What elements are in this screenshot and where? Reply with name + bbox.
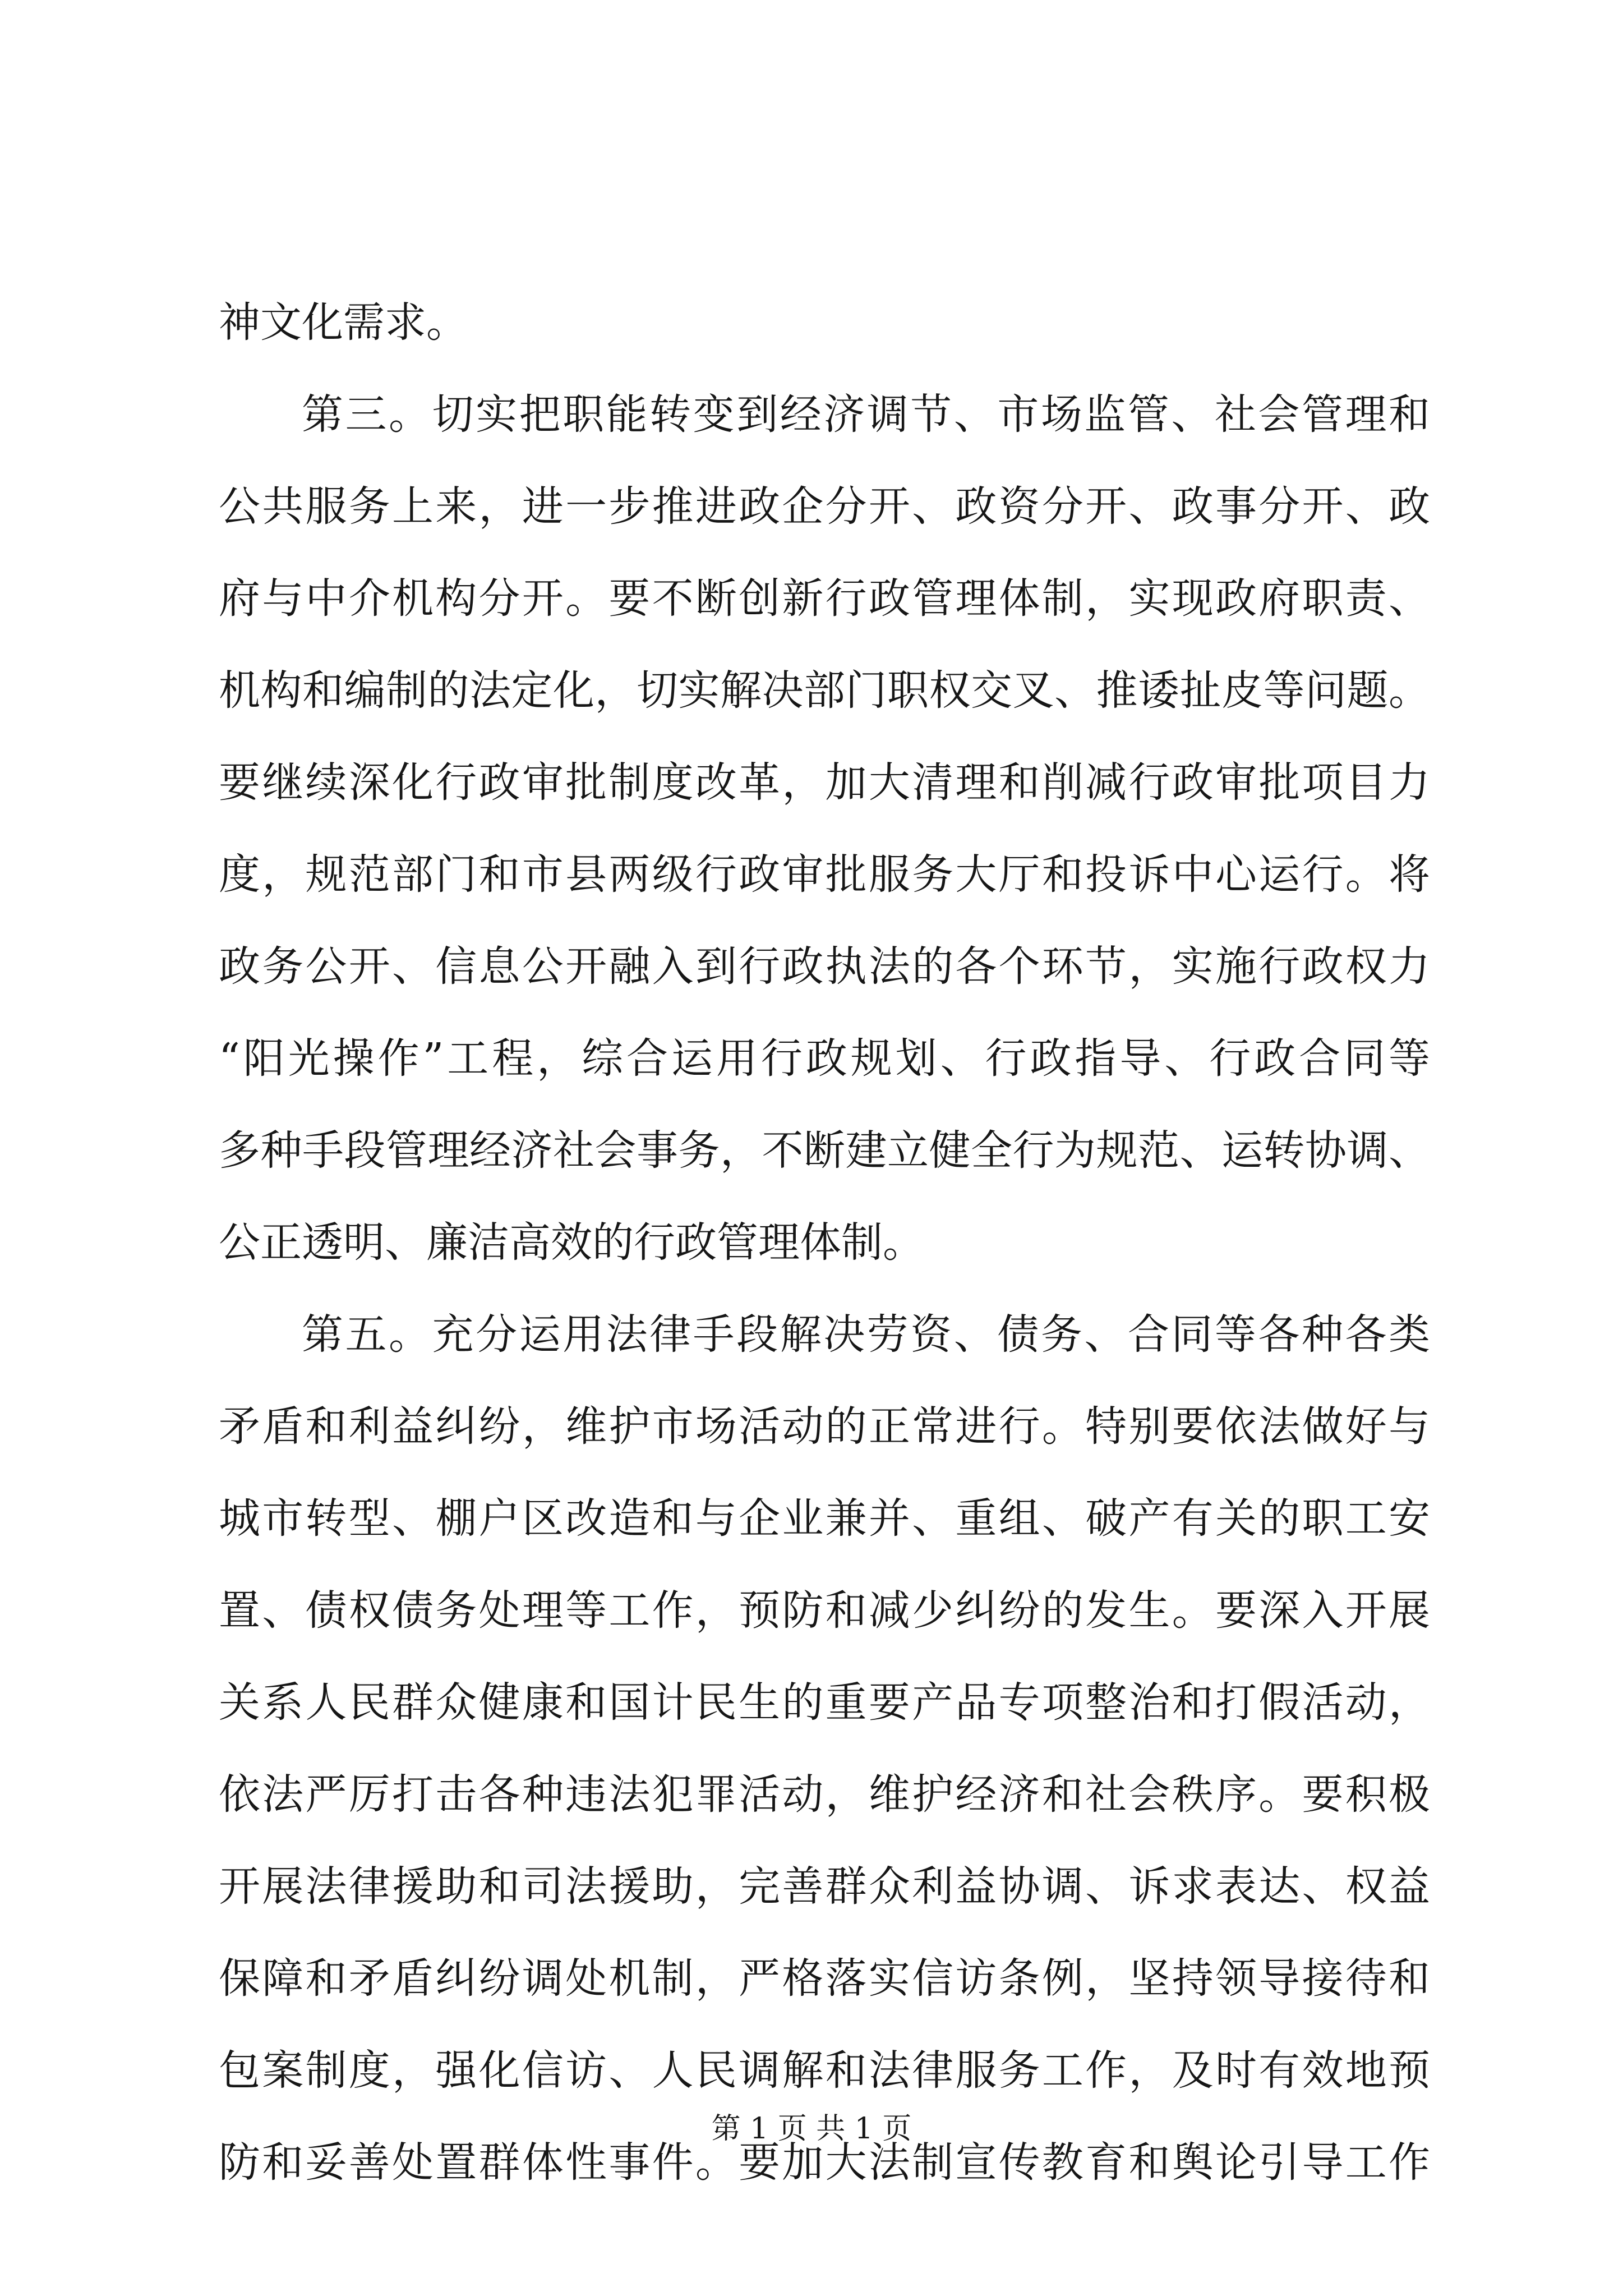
- text-line: 依法严厉打击各种违法犯罪活动，维护经济和社会秩序。要积极: [219, 1770, 1430, 1819]
- text-line: 矛盾和利益纠纷，维护市场活动的正常进行。特别要依法做好与: [219, 1402, 1430, 1451]
- text-line: 要继续深化行政审批制度改革，加大清理和削减行政审批项目力: [219, 758, 1430, 807]
- page-number: 第 1 页 共 1 页: [711, 2112, 912, 2146]
- document-body: [219, 277, 1430, 2208]
- text-line: 关系人民群众健康和国计民生的重要产品专项整治和打假活动，: [219, 1678, 1430, 1727]
- page-footer: [0, 2109, 1623, 2148]
- paragraph-first-line: 第五。充分运用法律手段解决劳资、债务、合同等各种各类: [302, 1310, 1430, 1359]
- text-line: 防和妥善处置群体性事件。要加大法制宣传教育和舆论引导工作: [219, 2138, 1430, 2187]
- text-line: 政务公开、信息公开融入到行政执法的各个环节，实施行政权力: [219, 942, 1430, 991]
- text-line: 包案制度，强化信访、人民调解和法律服务工作，及时有效地预: [219, 2046, 1430, 2095]
- text-line: 城市转型、棚户区改造和与企业兼并、重组、破产有关的职工安: [219, 1494, 1430, 1543]
- text-line: 多种手段管理经济社会事务，不断建立健全行为规范、运转协调、: [219, 1126, 1430, 1175]
- text-line: 公共服务上来，进一步推进政企分开、政资分开、政事分开、政: [219, 482, 1430, 531]
- text-line: “阳光操作”工程，综合运用行政规划、行政指导、行政合同等: [219, 1034, 1430, 1083]
- text-line: 公正透明、廉洁高效的行政管理体制。: [219, 1218, 924, 1267]
- text-line: 机构和编制的法定化，切实解决部门职权交叉、推诿扯皮等问题。: [219, 666, 1430, 715]
- text-line: 置、债权债务处理等工作，预防和减少纠纷的发生。要深入开展: [219, 1586, 1430, 1635]
- paragraph-first-line: 第三。切实把职能转变到经济调节、市场监管、社会管理和: [302, 390, 1430, 439]
- text-line: 府与中介机构分开。要不断创新行政管理体制，实现政府职责、: [219, 574, 1430, 623]
- text-line: 神文化需求。: [219, 298, 468, 347]
- text-line: 度，规范部门和市县两级行政审批服务大厅和投诉中心运行。将: [219, 850, 1430, 899]
- text-line: 开展法律援助和司法援助，完善群众利益协调、诉求表达、权益: [219, 1862, 1430, 1911]
- text-line: 保障和矛盾纠纷调处机制，严格落实信访条例，坚持领导接待和: [219, 1954, 1430, 2003]
